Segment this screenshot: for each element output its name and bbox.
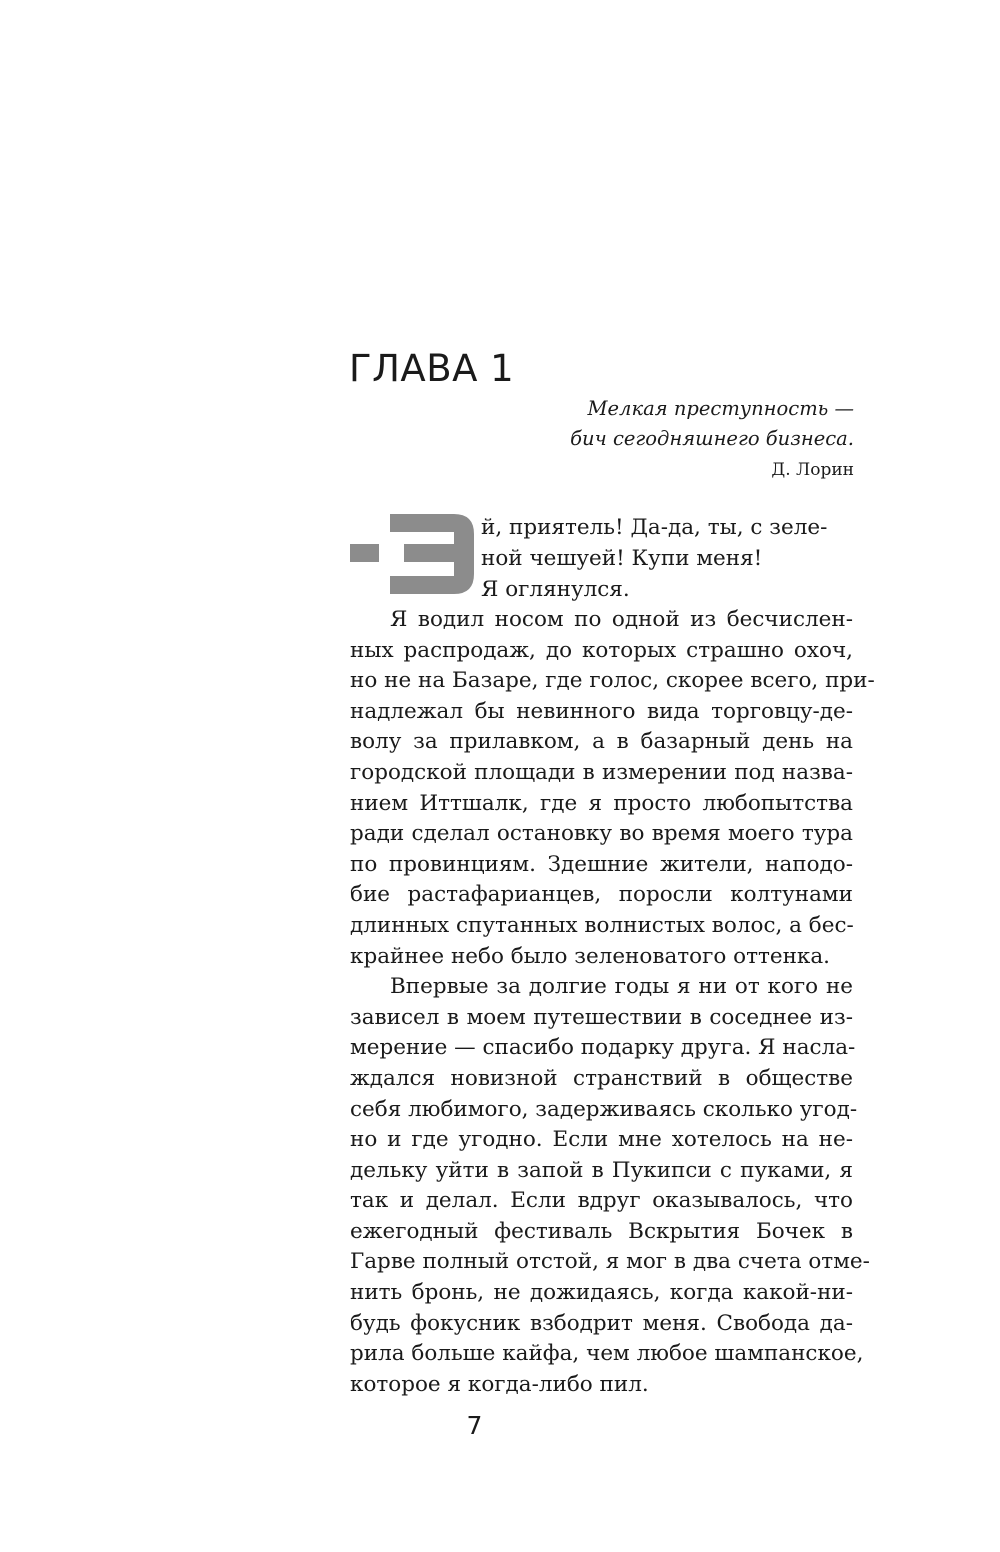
dropcap-letter [350,514,474,594]
page-number: 7 [466,1411,483,1440]
text-line: себя любимого, задерживаясь сколько угод- [350,1096,858,1122]
dropcap-text-line: Я оглянулся. [481,577,630,602]
paragraph [350,972,870,1400]
text-line: мерение — спасибо подарку друга. Я насла- [350,1035,856,1061]
dropcap-text-line: ной чешуей! Купи меня! [481,546,763,571]
text-line: но и где угодно. Если мне хотелось на не- [350,1127,853,1153]
text-line: нием Иттшалк, где я просто любопытства [350,790,853,816]
text-line: будь фокусник взбодрит меня. Свобода да- [350,1310,853,1336]
epigraph-line: бич сегодняшнего бизнеса. [570,427,854,450]
text-line: зависел в моем путешествии в соседнее из- [350,1004,853,1030]
text-line: рила больше кайфа, чем любое шампанское, [350,1341,864,1367]
text-line: ных распродаж, до которых страшно охоч, [350,637,853,663]
paragraph [350,605,875,972]
text-line: но не на Базаре, где голос, скорее всего, при- [350,668,875,694]
text-line: крайнее небо было зеленоватого оттенка. [350,943,831,969]
text-line: дельку уйти в запой в Пукипси с пуками, я [350,1157,853,1183]
text-line: которое я когда-либо пил. [350,1371,649,1397]
text-line: длинных спутанных волнистых волос, а бес- [350,912,854,938]
text-line: по провинциям. Здешние жители, наподо- [350,851,853,877]
chapter-title: ГЛАВА 1 [349,347,515,390]
text-line: Я водил носом по одной из бесчислен- [390,607,853,632]
text-line: ждался новизной странствий в обществе [350,1065,853,1091]
text-line: ради сделал остановку во время моего тура [350,821,853,847]
chapter-body [350,605,875,1400]
text-line: так и делал. Если вдруг оказывалось, что [350,1188,853,1214]
text-line: ежегодный фестиваль Вскрытия Бочек в [350,1218,853,1244]
text-line: нить бронь, не дожидаясь, когда какой-ни- [350,1280,853,1306]
text-line: Впервые за долгие годы я ни от кого не [390,974,853,1000]
epigraph [570,394,854,454]
dropcap-shape [350,514,474,594]
text-line: волу за прилавком, а в базарный день на [350,729,853,755]
text-line: надлежал бы невинного вида торговцу-де- [350,698,853,724]
dropcap-text-line: й, приятель! Да-да, ты, с зеле- [481,515,828,540]
text-line: Гарве полный отстой, я мог в два счета отме- [350,1249,870,1275]
text-line: городской площади в измерении под назва- [350,759,853,785]
text-line: бие растафарианцев, поросли колтунами [350,882,853,908]
epigraph-line: Мелкая преступность — [587,397,854,420]
epigraph-author: Д. Лорин [771,460,854,480]
